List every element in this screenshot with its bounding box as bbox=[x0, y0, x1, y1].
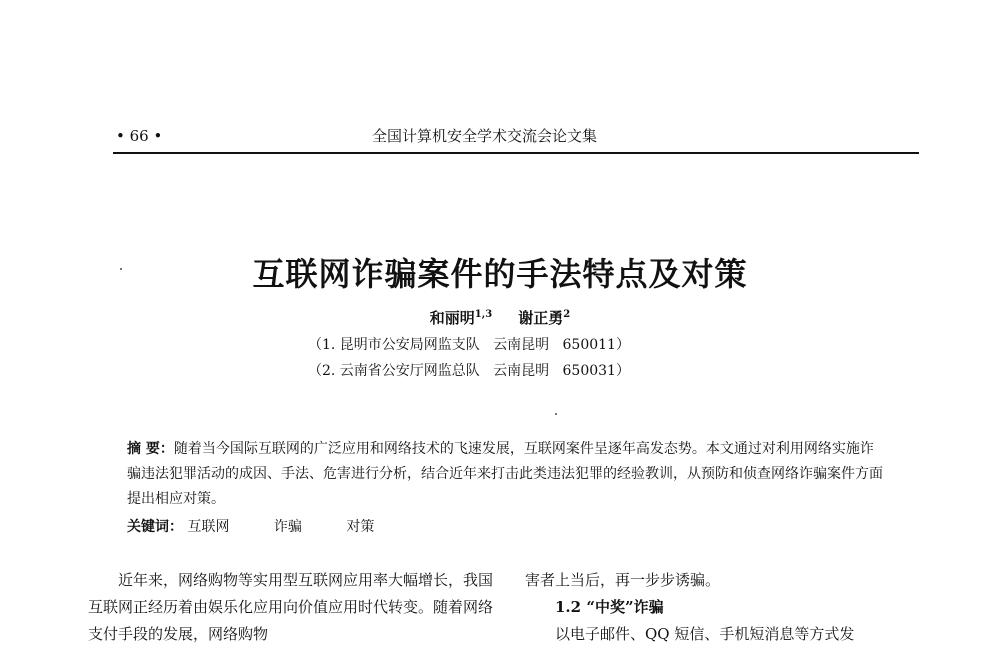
paper-title: 互联网诈骗案件的手法特点及对策 bbox=[252, 255, 748, 294]
body-paragraph: 近年来，网络购物等实用型互联网应用率大幅增长，我国互联网正经历着由娱乐化应用向价值应用时代转变。随着网络支付手段的发展，网络购物 bbox=[88, 571, 494, 643]
keyword: 互联网 bbox=[187, 519, 230, 535]
author-name: 谢正勇 bbox=[518, 309, 564, 327]
affiliation: （2. 云南省公安厅网监总队 云南昆明 650031） bbox=[308, 363, 630, 379]
body-column-right bbox=[525, 567, 925, 648]
scan-speck bbox=[555, 413, 557, 415]
author-affiliation-mark: 2 bbox=[563, 309, 571, 320]
section-heading: 1.2 “中奖”诈骗 bbox=[555, 598, 664, 616]
author-line bbox=[0, 307, 1000, 328]
body-column-left bbox=[88, 567, 493, 648]
keywords bbox=[127, 516, 414, 536]
abstract bbox=[127, 437, 887, 512]
body-paragraph: 以电子邮件、QQ 短信、手机短消息等方式发 bbox=[555, 625, 855, 643]
keyword: 对策 bbox=[346, 519, 375, 535]
author-affiliation-mark: 1,3 bbox=[474, 309, 493, 320]
abstract-text: 随着当今国际互联网的广泛应用和网络技术的飞速发展，互联网案件呈逐年高发态势。本文通过对利用网络实施诈骗违法犯罪活动的成因、手法、危害进行分析，结合近年来打击此类违法犯罪的经验教训，从预防和侦查网络诈骗案件方面提出相应对策。 bbox=[127, 441, 883, 507]
keywords-label: 关键词： bbox=[127, 519, 183, 535]
scan-speck bbox=[120, 268, 122, 270]
affiliation: （1. 昆明市公安局网监支队 云南昆明 650011） bbox=[308, 337, 630, 353]
body-paragraph: 害者上当后，再一步步诱骗。 bbox=[525, 571, 721, 589]
page-number: • 66 • bbox=[116, 127, 163, 145]
keyword: 诈骗 bbox=[273, 519, 302, 535]
header-rule bbox=[113, 152, 919, 154]
running-title: 全国计算机安全学术交流会论文集 bbox=[372, 127, 598, 145]
abstract-label: 摘 要： bbox=[127, 441, 174, 457]
author-name: 和丽明 bbox=[429, 309, 475, 327]
